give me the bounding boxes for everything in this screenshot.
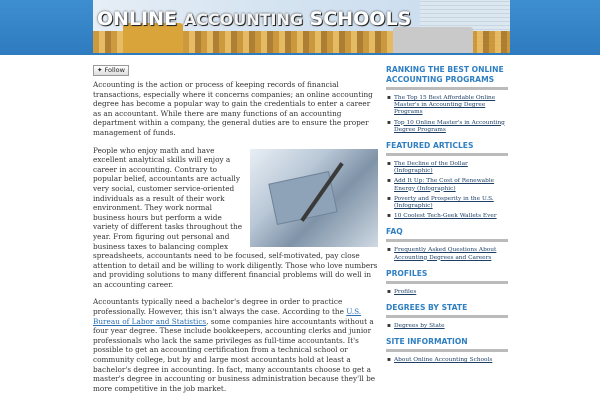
logo-word-online: ONLINE bbox=[97, 8, 178, 30]
sidebar-section-degrees-by-state bbox=[386, 303, 508, 330]
section-title: DEGREES BY STATE bbox=[386, 303, 468, 313]
twitter-icon: ✦ bbox=[97, 66, 103, 74]
main-content bbox=[93, 65, 378, 401]
sidebar-section-featured bbox=[386, 141, 508, 220]
section-divider bbox=[386, 153, 508, 156]
silver-coin-stack bbox=[393, 27, 473, 53]
site-banner[interactable] bbox=[93, 0, 510, 53]
section-divider bbox=[386, 239, 508, 242]
sidebar-section-faq bbox=[386, 227, 508, 261]
sidebar-link[interactable]: ▪ 10 Coolest Tech-Geek Wallets Ever bbox=[394, 213, 508, 220]
sidebar-link[interactable]: ▪ The Top 15 Best Affordable Online Master's in Accounting Degree Programs bbox=[394, 95, 508, 117]
section-title: FAQ bbox=[386, 227, 403, 237]
sidebar-link[interactable]: ▪ Poverty and Prosperity in the U.S. (Infographic) bbox=[394, 196, 508, 210]
logo-word-schools: SCHOOLS bbox=[309, 8, 412, 30]
section-divider bbox=[386, 349, 508, 352]
calculator-photo bbox=[250, 149, 378, 247]
paragraph-degrees-text-2: , some companies hire accountants without a four year degree. These include bookkeepers, accounting clerks and junior professionals who lack the same privileges as full-time accountants. It's possible to get an accounting certification from a technical school or community college, but by and large most accountants hold at least a bachelor's degree in accounting. In fact, many accountants choose to get a master's degree in accounting or business administration because they'll be more competitive in the job market. bbox=[93, 316, 376, 393]
sidebar-section-rankings bbox=[386, 65, 508, 134]
section-title: PROFILES bbox=[386, 268, 428, 278]
sidebar-link[interactable]: ▪ About Online Accounting Schools bbox=[394, 357, 508, 364]
sidebar-link[interactable]: ▪ Add It Up: The Cost of Renewable Energy (Infographic) bbox=[394, 178, 508, 192]
sidebar-link[interactable]: ▪ Degrees by State bbox=[394, 323, 508, 330]
sidebar bbox=[386, 65, 508, 371]
sidebar-section-site-info bbox=[386, 337, 508, 364]
paragraph-degrees-text-1: Accountants typically need a bachelor's degree in order to practice professionally. However, this isn't always the case. According to the bbox=[93, 297, 347, 317]
sidebar-section-profiles bbox=[386, 269, 508, 296]
paragraph-skills-text: People who enjoy math and have excellent analytical skills will enjoy a career in accounting. Contrary to popular belief, accountants are actually very social, customer service-oriented individuals as a result of their work environment. They work normal business hours but perform a wide variety of different tasks throughout the year. From figuring out personal and business taxes to balancing complex spreadsheets, accountants need to be focused, self-motivated, pay close attention to detail and be willing to work diligently. Those who love numbers and providing solutions to many different financial problems will do well in an accounting career. bbox=[93, 145, 378, 289]
section-divider bbox=[386, 315, 508, 318]
section-title: RANKING THE BEST ONLINE ACCOUNTING PROGRAMS bbox=[386, 65, 504, 84]
site-logo bbox=[97, 8, 411, 30]
paragraph-skills bbox=[93, 146, 378, 290]
paragraph-degrees bbox=[93, 297, 378, 393]
section-divider bbox=[386, 281, 508, 284]
section-title: SITE INFORMATION bbox=[386, 337, 468, 347]
paragraph-intro: Accounting is the action or process of keeping records of financial transactions, especially where it concerns companies; an online accounting degree has become a popular way to gain the credentials to enter a career as an accountant. While there are many functions of an accounting department within a company, the general duties are to ensure the proper management of funds. bbox=[93, 80, 373, 137]
sidebar-link[interactable]: ▪ Profiles bbox=[394, 289, 508, 296]
logo-word-accounting: ACCOUNTING bbox=[183, 10, 303, 29]
sidebar-link[interactable]: ▪ Frequently Asked Questions About Accounting Degrees and Careers bbox=[394, 247, 508, 261]
section-divider bbox=[386, 87, 508, 90]
sidebar-link[interactable]: ▪ Top 10 Online Master's in Accounting Degree Programs bbox=[394, 120, 508, 134]
sidebar-link[interactable]: ▪ The Decline of the Dollar (Infographic) bbox=[394, 161, 508, 175]
follow-label: Follow bbox=[104, 66, 125, 74]
follow-button[interactable] bbox=[93, 65, 129, 76]
bls-link[interactable]: U.S. Bureau of Labor and Statistics bbox=[93, 307, 362, 326]
section-title: FEATURED ARTICLES bbox=[386, 141, 474, 151]
